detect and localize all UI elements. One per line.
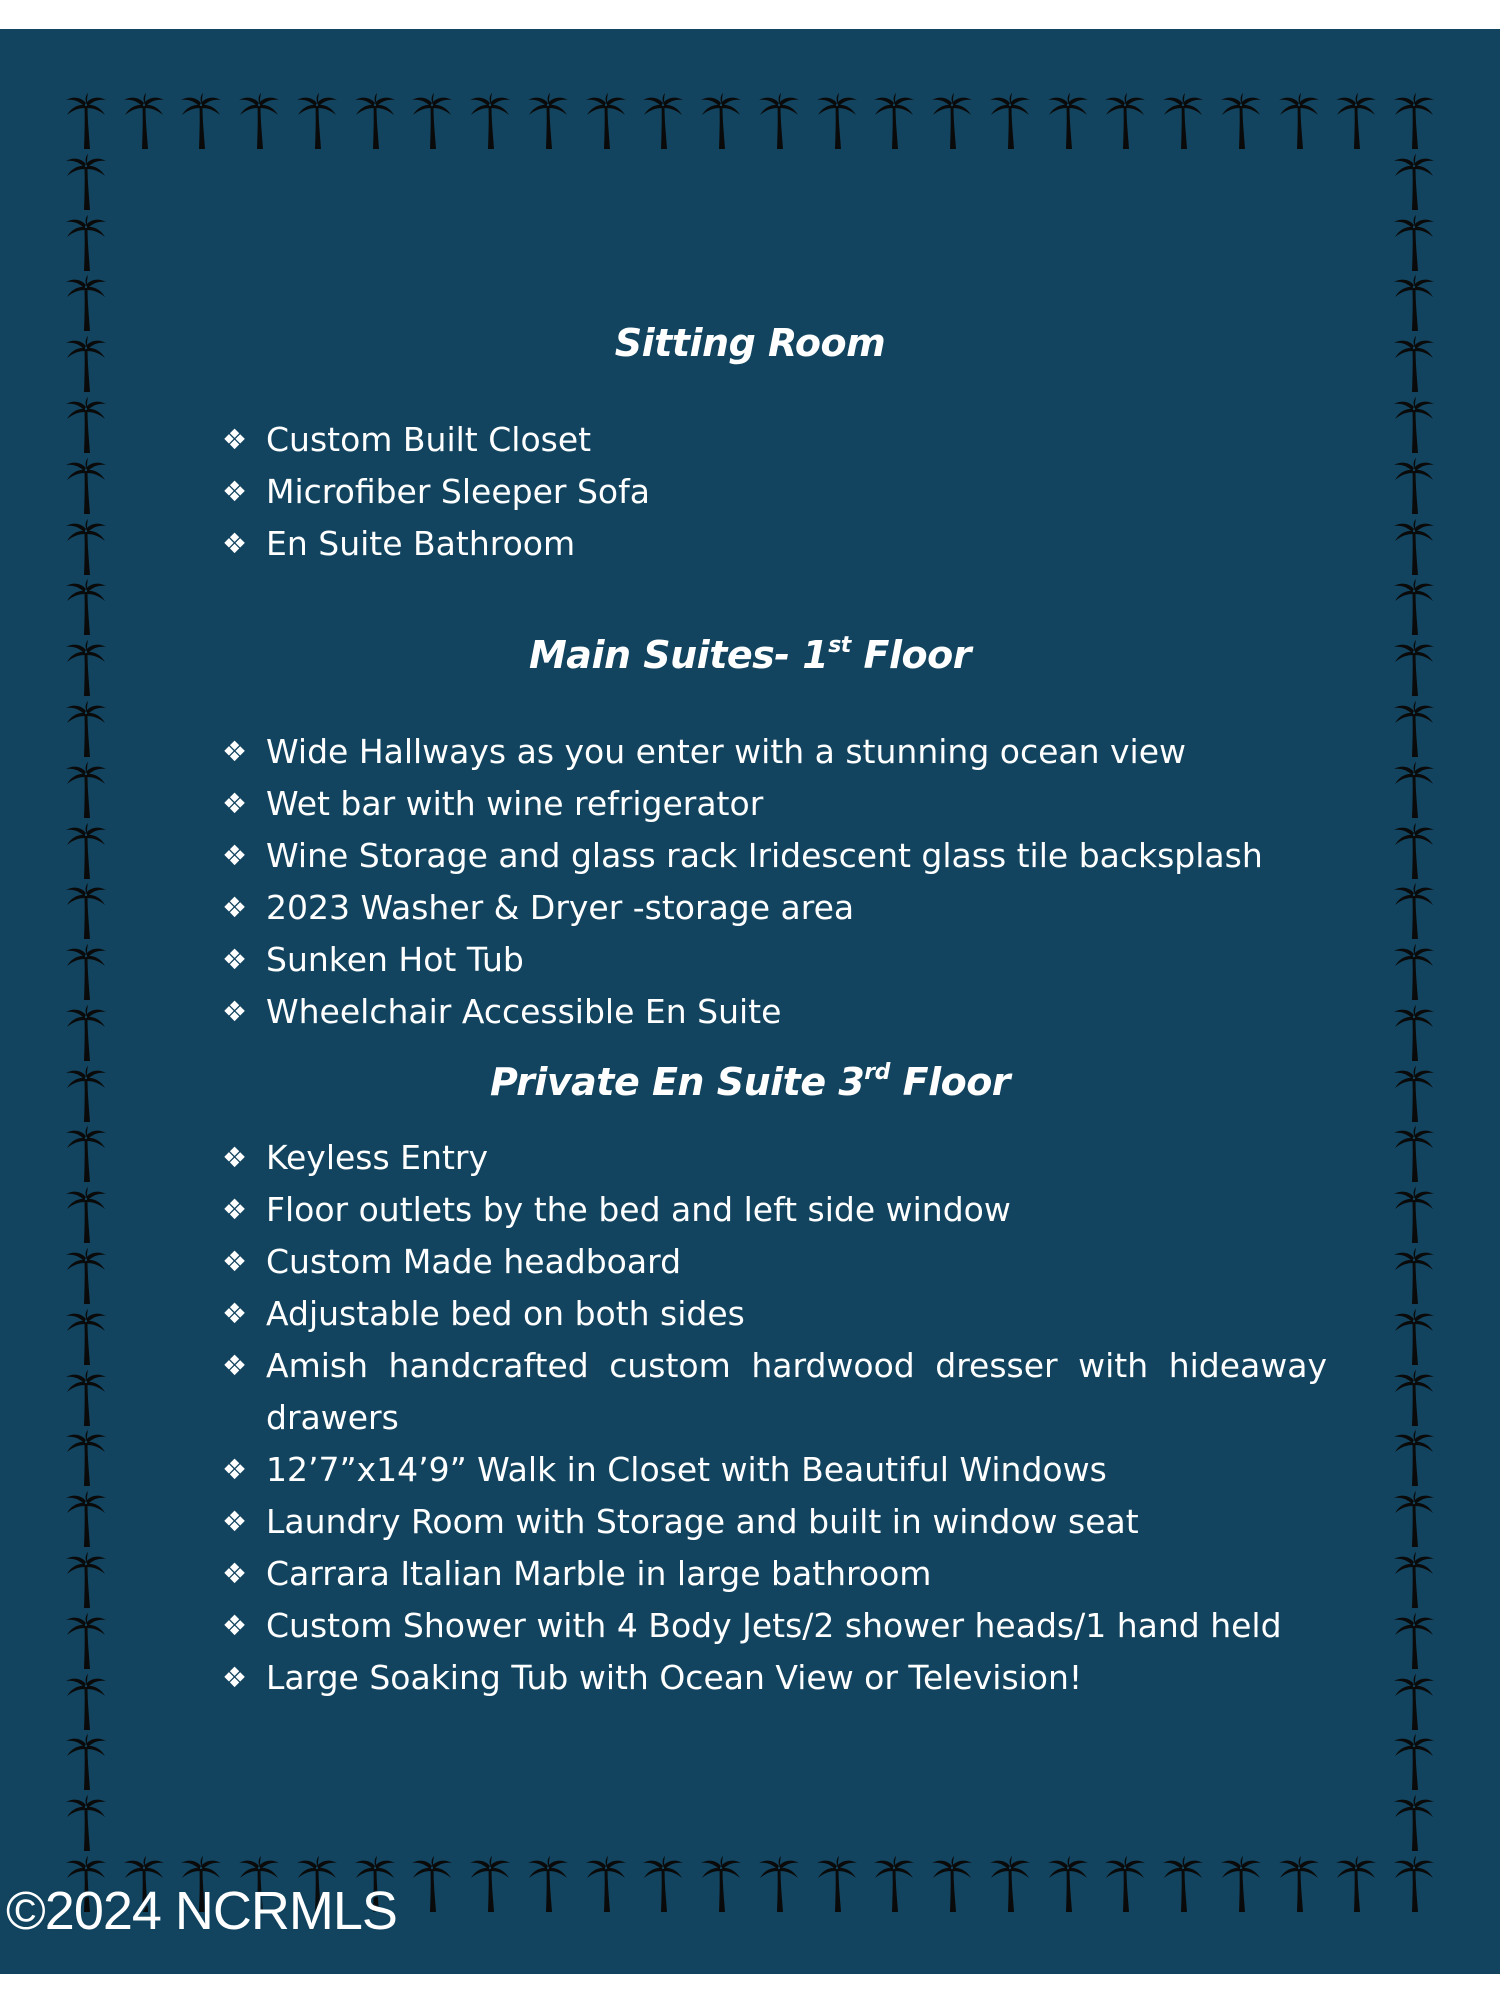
- list-item: [222, 1496, 1327, 1548]
- list-item-text: Adjustable bed on both sides: [266, 1294, 745, 1333]
- diamond-bullet-icon: ❖: [222, 1557, 248, 1590]
- list-item: [222, 1340, 1327, 1444]
- list-item: [222, 518, 1327, 570]
- list-item: [222, 934, 1327, 986]
- diamond-bullet-icon: ❖: [222, 475, 248, 508]
- list-item-text: En Suite Bathroom: [266, 524, 576, 563]
- diamond-bullet-icon: ❖: [222, 1609, 248, 1642]
- list-item: [222, 1236, 1327, 1288]
- list-item: [222, 1600, 1327, 1652]
- section-heading-main-suites: [0, 633, 1500, 677]
- list-item-text: Floor outlets by the bed and left side window: [266, 1190, 1011, 1229]
- list-item-text: Sunken Hot Tub: [266, 940, 524, 979]
- list-item: [222, 778, 1327, 830]
- diamond-bullet-icon: ❖: [222, 891, 248, 924]
- list-item-text: Microfiber Sleeper Sofa: [266, 472, 650, 511]
- diamond-bullet-icon: ❖: [222, 1349, 248, 1382]
- list-item-text: Amish handcrafted custom hardwood dresser with hideaway drawers: [266, 1346, 1327, 1437]
- list-item-text: 12’7”x14’9” Walk in Closet with Beautiful Windows: [266, 1450, 1107, 1489]
- diamond-bullet-icon: ❖: [222, 1193, 248, 1226]
- heading-text: Sitting Room: [614, 321, 886, 365]
- list-item: [222, 830, 1327, 882]
- diamond-bullet-icon: ❖: [222, 1297, 248, 1330]
- diamond-bullet-icon: ❖: [222, 735, 248, 768]
- list-item: [222, 1132, 1327, 1184]
- page-panel: [0, 29, 1500, 1974]
- section-heading-sitting-room: [0, 321, 1500, 365]
- diamond-bullet-icon: ❖: [222, 943, 248, 976]
- list-item: [222, 414, 1327, 466]
- list-item: [222, 882, 1327, 934]
- list-item: [222, 466, 1327, 518]
- list-item-text: Custom Made headboard: [266, 1242, 682, 1281]
- list-item-text: Carrara Italian Marble in large bathroom: [266, 1554, 932, 1593]
- diamond-bullet-icon: ❖: [222, 839, 248, 872]
- list-item-text: Wine Storage and glass rack Iridescent glass tile backsplash: [266, 836, 1263, 875]
- list-item: [222, 1652, 1327, 1704]
- list-item: [222, 1288, 1327, 1340]
- diamond-bullet-icon: ❖: [222, 1245, 248, 1278]
- heading-superscript: st: [828, 633, 851, 658]
- diamond-bullet-icon: ❖: [222, 527, 248, 560]
- list-item-text: Wide Hallways as you enter with a stunning ocean view: [266, 732, 1187, 771]
- heading-superscript: rd: [864, 1060, 890, 1085]
- list-item-text: Wet bar with wine refrigerator: [266, 784, 764, 823]
- diamond-bullet-icon: ❖: [222, 1505, 248, 1538]
- heading-text: Private En Suite 3: [489, 1060, 865, 1104]
- list-item-text: Wheelchair Accessible En Suite: [266, 992, 782, 1031]
- sitting-room-list: [222, 414, 1327, 570]
- diamond-bullet-icon: ❖: [222, 423, 248, 456]
- list-item: [222, 1548, 1327, 1600]
- list-item: [222, 726, 1327, 778]
- private-en-suite-list: [222, 1132, 1327, 1704]
- content: [0, 29, 1500, 1974]
- diamond-bullet-icon: ❖: [222, 1661, 248, 1694]
- list-item-text: Large Soaking Tub with Ocean View or Television!: [266, 1658, 1083, 1697]
- list-item-text: Custom Shower with 4 Body Jets/2 shower heads/1 hand held: [266, 1606, 1282, 1645]
- diamond-bullet-icon: ❖: [222, 1453, 248, 1486]
- heading-text-suffix: Floor: [889, 1060, 1011, 1104]
- list-item: [222, 986, 1327, 1038]
- list-item-text: Laundry Room with Storage and built in window seat: [266, 1502, 1139, 1541]
- list-item-text: Custom Built Closet: [266, 420, 592, 459]
- heading-text-suffix: Floor: [850, 633, 971, 677]
- list-item-text: 2023 Washer & Dryer -storage area: [266, 888, 855, 927]
- heading-text: Main Suites- 1: [528, 633, 829, 677]
- list-item-text: Keyless Entry: [266, 1138, 488, 1177]
- diamond-bullet-icon: ❖: [222, 995, 248, 1028]
- list-item: [222, 1444, 1327, 1496]
- diamond-bullet-icon: ❖: [222, 787, 248, 820]
- main-suites-list: [222, 726, 1327, 1038]
- copyright-notice: ©2024 NCRMLS: [6, 1881, 397, 1941]
- section-heading-private-en-suite: [0, 1060, 1500, 1104]
- diamond-bullet-icon: ❖: [222, 1141, 248, 1174]
- list-item: [222, 1184, 1327, 1236]
